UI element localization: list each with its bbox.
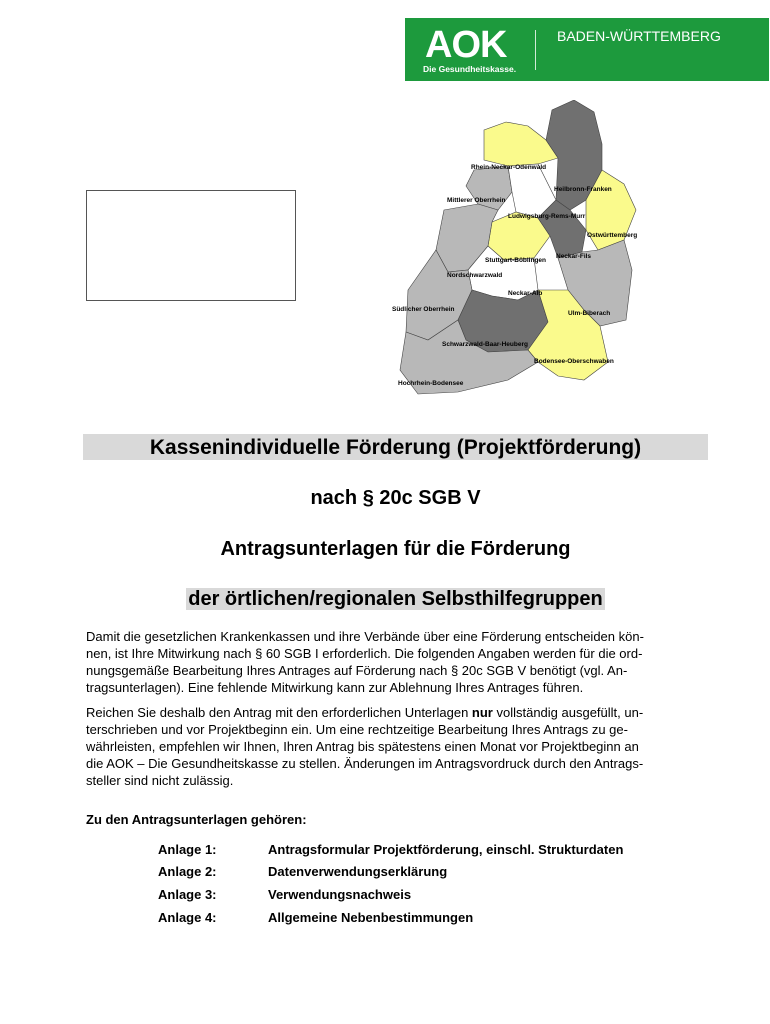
- submission-paragraph: [86, 704, 698, 789]
- paragraph-text: vollständig ausgefüllt, un-: [492, 705, 644, 720]
- paragraph-text: Reichen Sie deshalb den Antrag mit den erforderlichen Unterlagen: [86, 705, 472, 720]
- map-label: Bodensee-Oberschwaben: [534, 358, 614, 365]
- address-field-box: [86, 190, 296, 301]
- paragraph-line: tragsunterlagen). Eine fehlende Mitwirkung kann zur Ablehnung Ihres Antrages führen.: [86, 680, 584, 695]
- paragraph-line: nungsgemäße Bearbeitung Ihres Antrages auf Förderung nach § 20c SGB V benötigt (vgl. An-: [86, 663, 628, 678]
- page-title: Kassenindividuelle Förderung (Projektförderung): [149, 436, 642, 459]
- attachments-heading: Zu den Antragsunterlagen gehören:: [86, 812, 307, 827]
- paragraph-line: die AOK – Die Gesundheitskasse zu stellen. Änderungen im Antragsvordruck durch den Antrags-: [86, 756, 644, 771]
- map-label: Heilbronn-Franken: [554, 186, 612, 193]
- attachment-label: Anlage 1:: [158, 842, 217, 857]
- map-label: Stuttgart-Böblingen: [485, 257, 547, 264]
- paragraph-line: [86, 704, 698, 721]
- map-label: Neckar-Fils: [556, 253, 592, 260]
- paragraph-line: steller sind nicht zulässig.: [86, 773, 234, 788]
- aok-logo: [405, 18, 769, 81]
- paragraph-line: terschrieben und vor Projektbeginn ein. Um eine rechtzeitige Bearbeitung Ihres Antrags zu ge-: [86, 722, 628, 737]
- map-label: Ludwigsburg-Rems-Murr: [508, 213, 586, 220]
- attachment-description: Allgemeine Nebenbestimmungen: [268, 910, 474, 925]
- map-label: Mittlerer Oberrhein: [447, 197, 506, 204]
- intro-paragraph: [86, 628, 698, 696]
- subtitle-legal-basis: nach § 20c SGB V: [310, 487, 481, 509]
- map-label: Rhein-Neckar-Odenwald: [471, 164, 547, 171]
- attachment-description: Antragsformular Projektförderung, einschl. Strukturdaten: [268, 842, 624, 857]
- logo-brand: AOK: [425, 24, 507, 66]
- map-region-rhein-neckar-odenwald: [484, 122, 558, 166]
- paragraph-line: währleisten, empfehlen wir Ihnen, Ihren Antrag bis spätestens einen Monat vor Projektbeginn an: [86, 739, 639, 754]
- subtitle-documents: Antragsunterlagen für die Förderung: [220, 538, 571, 560]
- paragraph-line: nen, ist Ihre Mitwirkung nach § 60 SGB I erforderlich. Die folgenden Angaben werden für die ord-: [86, 646, 643, 661]
- map-label: Südlicher Oberrhein: [392, 306, 455, 313]
- region-map: [388, 100, 650, 400]
- map-label: Nordschwarzwald: [447, 272, 503, 279]
- attachment-label: Anlage 4:: [158, 910, 217, 925]
- attachment-label: Anlage 3:: [158, 887, 217, 902]
- paragraph-emphasis: nur: [471, 705, 493, 720]
- attachment-label: Anlage 2:: [158, 864, 217, 879]
- attachment-description: Verwendungsnachweis: [268, 887, 412, 902]
- map-label: Hochrhein-Bodensee: [398, 380, 464, 387]
- logo-tagline: Die Gesundheitskasse.: [423, 64, 517, 74]
- map-label: Ulm-Biberach: [568, 310, 611, 317]
- map-label: Neckar-Alb: [508, 290, 543, 297]
- subtitle-target-group-text: der örtlichen/regionalen Selbsthilfegruppen: [188, 588, 603, 610]
- logo-divider: [535, 30, 536, 70]
- logo-region: BADEN-WÜRTTEMBERG: [557, 28, 721, 44]
- subtitle-target-group: [83, 588, 708, 611]
- map-label: Schwarzwald-Baar-Heuberg: [442, 341, 528, 348]
- map-label: Ostwürttemberg: [587, 232, 638, 239]
- attachment-description: Datenverwendungserklärung: [268, 864, 448, 879]
- paragraph-line: Damit die gesetzlichen Krankenkassen und ihre Verbände über eine Förderung entscheiden kön-: [86, 629, 644, 644]
